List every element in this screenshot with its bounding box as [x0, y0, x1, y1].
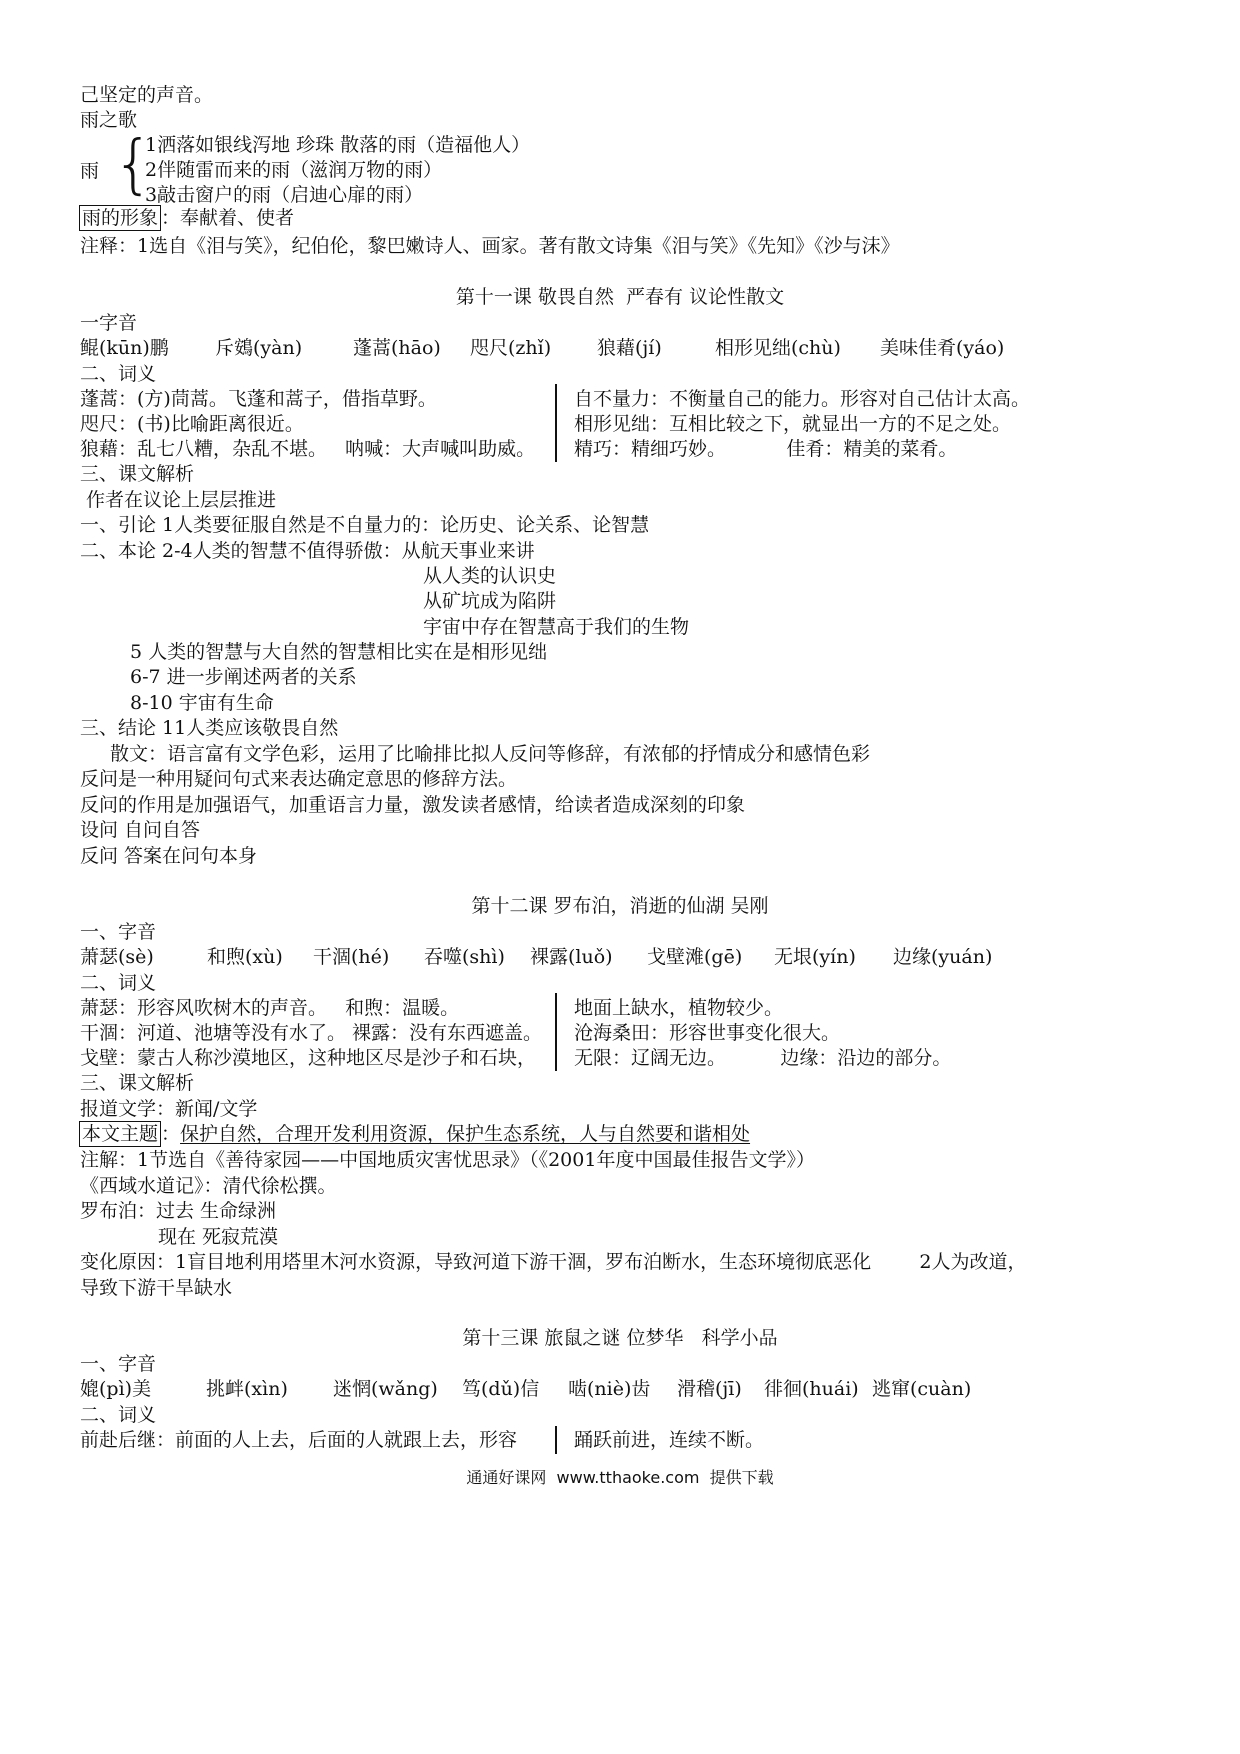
definition-line: 咫尺：(书)比喻距离很近。	[80, 413, 304, 435]
definition-line: 精巧：精细巧妙。 佳肴：精美的菜肴。	[574, 438, 958, 460]
pinyin-item: 挑衅(xìn)	[206, 1378, 288, 1400]
column-divider	[555, 384, 557, 462]
pinyin-item: 鲲(kūn)鹏	[80, 337, 169, 359]
rain-label: 雨	[80, 160, 100, 182]
section-heading: 三、课文解析	[80, 1072, 195, 1094]
boxed-label: 雨的形象	[79, 205, 161, 231]
section-heading: 雨之歌	[80, 109, 138, 131]
text-line: 导致下游干旱缺水	[80, 1277, 233, 1299]
text-line: 从矿坑成为陷阱	[423, 590, 557, 612]
text-line: 己坚定的声音。	[80, 84, 214, 106]
text-line: 雨的形象 ：奉献着、使者	[79, 209, 294, 228]
pinyin-item: 萧瑟(sè)	[80, 946, 154, 968]
section-heading: 一字音	[80, 312, 138, 334]
text-line: 二、本论 2-4人类的智慧不值得骄傲：从航天事业来讲	[80, 540, 535, 562]
definition-line: 沧海桑田：形容世事变化很大。	[574, 1022, 841, 1044]
text-line: 三、结论 11人类应该敬畏自然	[80, 717, 339, 739]
text-line: 反问 答案在问句本身	[80, 845, 258, 867]
definition-line: 干涸：河道、池塘等没有水了。 裸露：没有东西遮盖。	[80, 1022, 543, 1044]
definition-line: 戈壁：蒙古人称沙漠地区，这种地区尽是沙子和石块，	[80, 1047, 537, 1069]
text-line: 从人类的认识史	[423, 565, 557, 587]
definition-line: 狼藉：乱七八糟，杂乱不堪。 呐喊：大声喊叫助威。	[80, 438, 536, 460]
pinyin-item: 裸露(luǒ)	[530, 946, 613, 968]
text-line: 设问 自问自答	[80, 819, 201, 841]
column-divider	[555, 993, 557, 1071]
theme-line: 本文主题 ：保护自然，合理开发利用资源，保护生态系统，人与自然要和谐相处	[79, 1125, 750, 1144]
pinyin-item: 吞噬(shì)	[424, 946, 505, 968]
text-line: 5 人类的智慧与大自然的智慧相比实在是相形见绌	[130, 641, 548, 663]
definition-line: 地面上缺水，植物较少。	[574, 997, 784, 1019]
lesson-title: 第十二课 罗布泊，消逝的仙湖 吴刚	[471, 895, 769, 917]
pinyin-item: 滑稽(jī)	[677, 1378, 742, 1400]
lesson-title: 第十一课 敬畏自然 严春有 议论性散文	[455, 286, 785, 308]
text-line: 作者在议论上层层推进	[80, 489, 277, 511]
text-line: 《西域水道记》：清代徐松撰。	[80, 1175, 337, 1197]
page-footer: 通通好课网 www.tthaoke.com 提供下载	[466, 1468, 774, 1487]
section-heading: 二、词义	[80, 1404, 157, 1426]
pinyin-item: 狼藉(jí)	[597, 337, 662, 359]
section-heading: 三、课文解析	[80, 463, 195, 485]
boxed-label: 本文主题	[79, 1121, 161, 1147]
text-line: 反问是一种用疑问句式来表达确定意思的修辞方法。	[80, 768, 518, 790]
list-item: 2伴随雷而来的雨（滋润万物的雨）	[145, 159, 443, 181]
text-line: 罗布泊：过去 生命绿洲	[80, 1200, 277, 1222]
pinyin-item: 边缘(yuán)	[893, 946, 993, 968]
definition-line: 萧瑟：形容风吹树木的声音。 和煦：温暖。	[80, 997, 460, 1019]
pinyin-item: 笃(dǔ)信	[462, 1378, 540, 1400]
pinyin-item: 迷惘(wǎng)	[333, 1378, 438, 1400]
pinyin-item: 蓬蒿(hāo)	[353, 337, 441, 359]
note-line: 注释：1选自《泪与笑》，纪伯伦，黎巴嫩诗人、画家。著有散文诗集《泪与笑》《先知》《沙与沫》	[80, 235, 900, 257]
section-heading: 二、词义	[80, 363, 157, 385]
note-line: 注解：1节选自《善待家园——中国地质灾害忧思录》（《2001年度中国最佳报告文学》）	[80, 1149, 815, 1171]
section-heading: 二、词义	[80, 972, 157, 994]
pinyin-item: 咫尺(zhǐ)	[470, 337, 552, 359]
text-line: 8-10 宇宙有生命	[130, 692, 274, 714]
definition-line: 相形见绌：互相比较之下，就显出一方的不足之处。	[574, 413, 1012, 435]
column-divider	[555, 1426, 557, 1454]
lesson-title: 第十三课 旅鼠之谜 位梦华 科学小品	[462, 1327, 778, 1349]
pinyin-item: 美味佳肴(yáo)	[880, 337, 1005, 359]
brace-icon: {	[113, 128, 154, 202]
pinyin-item: 和煦(xù)	[207, 946, 283, 968]
pinyin-item: 无垠(yín)	[774, 946, 856, 968]
list-item: 1洒落如银线泻地 珍珠 散落的雨（造福他人）	[145, 134, 531, 156]
list-item: 3敲击窗户的雨（启迪心扉的雨）	[145, 184, 424, 206]
text-line: 反问的作用是加强语气，加重语言力量，激发读者感情，给读者造成深刻的印象	[80, 794, 746, 816]
pinyin-item: 徘徊(huái)	[764, 1378, 859, 1400]
text-line: 变化原因：1盲目地利用塔里木河水资源，导致河道下游干涸，罗布泊断水，生态环境彻底恶化 2人为改道，	[80, 1251, 1027, 1273]
section-heading: 一、字音	[80, 921, 157, 943]
text-line: 宇宙中存在智慧高于我们的生物	[423, 616, 690, 638]
text-line: 6-7 进一步阐述两者的关系	[130, 666, 357, 688]
pinyin-item: 干涸(hé)	[313, 946, 390, 968]
text-line: 现在 死寂荒漠	[158, 1226, 279, 1248]
pinyin-item: 斥鴳(yàn)	[215, 337, 303, 359]
text-line: 散文：语言富有文学色彩，运用了比喻排比拟人反问等修辞，有浓郁的抒情成分和感情色彩	[110, 743, 871, 765]
definition-line: 自不量力：不衡量自己的能力。形容对自己估计太高。	[574, 388, 1031, 410]
definition-line: 前赴后继：前面的人上去，后面的人就跟上去，形容	[80, 1429, 518, 1451]
pinyin-item: 逃窜(cuàn)	[872, 1378, 972, 1400]
pinyin-item: 相形见绌(chù)	[715, 337, 841, 359]
text-line: 报道文学：新闻/文学	[80, 1098, 258, 1120]
text-line: 一、引论 1人类要征服自然是不自量力的：论历史、论关系、论智慧	[80, 514, 650, 536]
pinyin-item: 戈壁滩(gē)	[647, 946, 743, 968]
pinyin-item: 啮(niè)齿	[568, 1378, 651, 1400]
theme-text: 保护自然，合理开发利用资源，保护生态系统，人与自然要和谐相处	[180, 1123, 751, 1145]
definition-line: 无限：辽阔无边。 边缘：沿边的部分。	[574, 1047, 952, 1069]
section-heading: 一、字音	[80, 1353, 157, 1375]
pinyin-item: 媲(pì)美	[80, 1378, 152, 1400]
definition-line: 踊跃前进，连续不断。	[574, 1429, 765, 1451]
definition-line: 蓬蒿：(方)茼蒿。飞蓬和蒿子，借指草野。	[80, 388, 437, 410]
